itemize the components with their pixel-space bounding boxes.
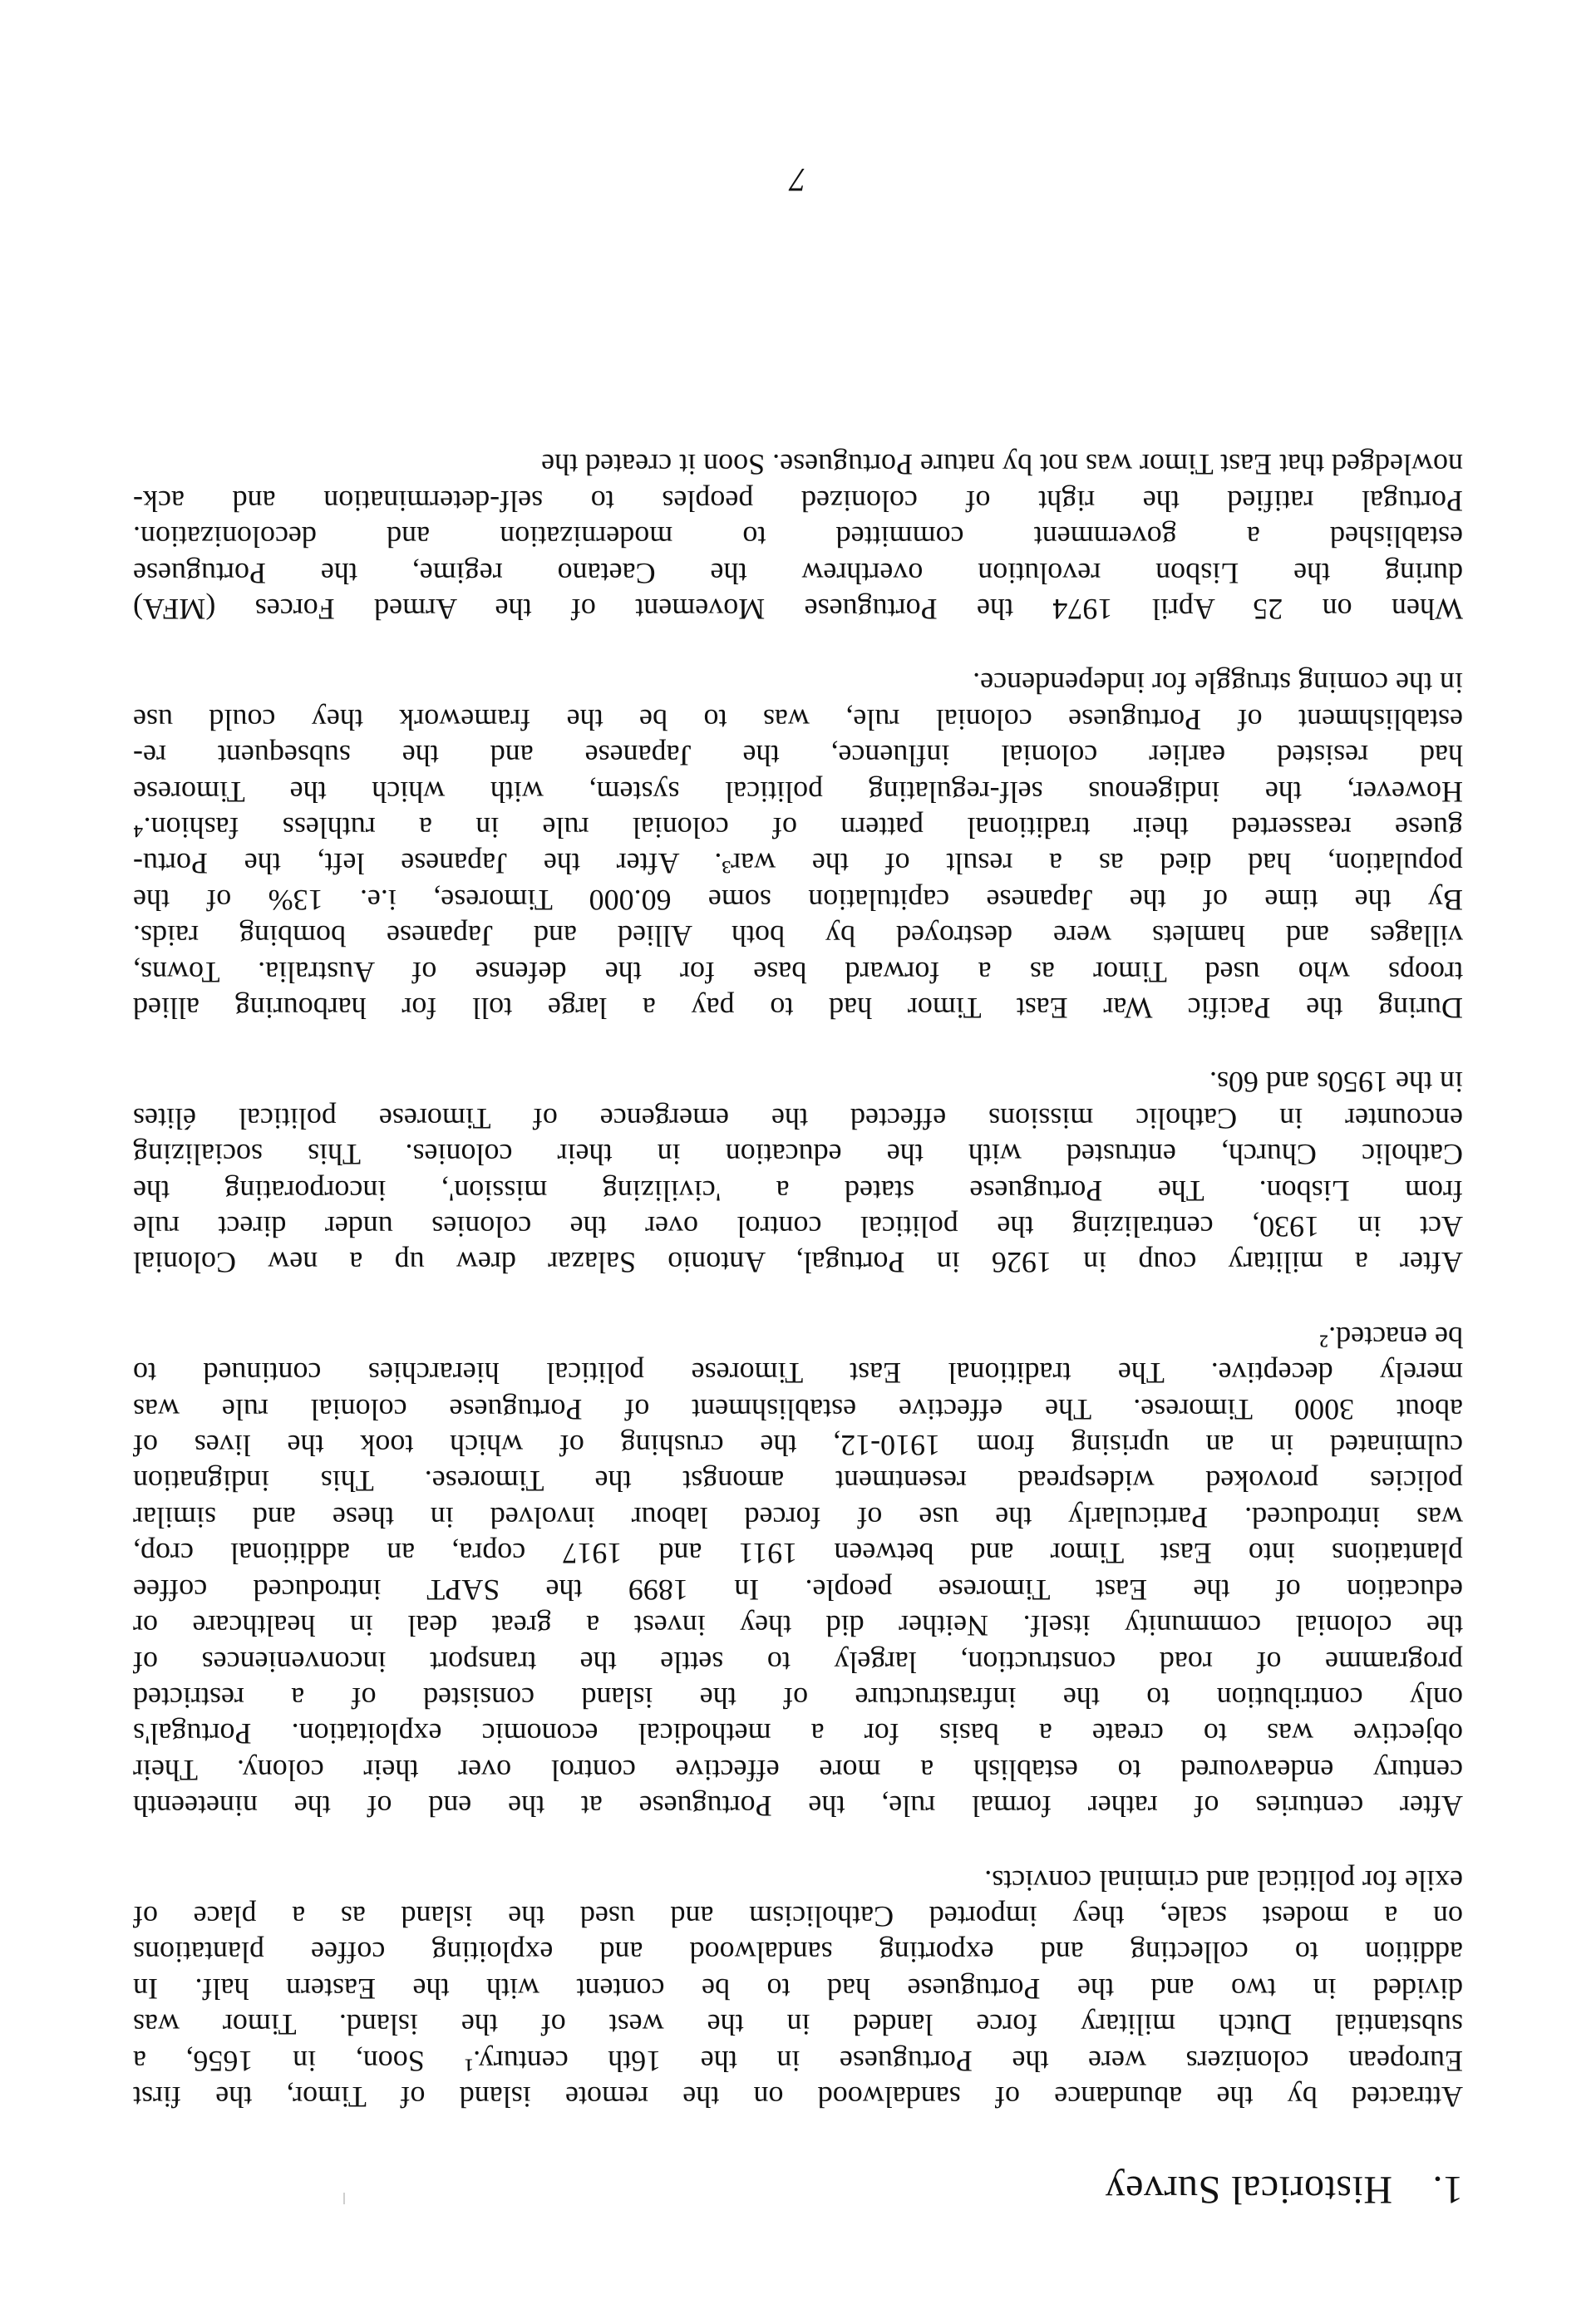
text-line: Attracted by the abundance of sandalwood on the remote island of Timor, the first xyxy=(133,2080,1463,2114)
text-line: had resisted earlier colonial influence, the Japanese and the subsequent re- xyxy=(133,739,1463,773)
text-line: was introduced. Particularly the use of forced labour involved in these and similar xyxy=(133,1500,1463,1534)
text-line: encounter in Catholic missions effected the emergence of Timorese political élites xyxy=(133,1101,1463,1135)
text-line: European colonizers were the Portuguese in the 16th century.¹ Soon, in 1656, a xyxy=(133,2044,1463,2078)
text-line: establishment of Portuguese colonial rule, was to be the framework they could use xyxy=(133,702,1463,736)
paragraph-3 xyxy=(133,1064,1463,1280)
page-content xyxy=(133,408,1463,2214)
text-line: on a modest scale, they imported Catholicism and used the island as a place of xyxy=(133,1899,1463,1933)
text-line: After a military coup in 1926 in Portugal, Antonio Salazar drew up a new Colonial xyxy=(133,1246,1463,1280)
text-line: During the Pacific War East Timor had to pay a large toll for harbouring allied xyxy=(133,992,1463,1026)
paragraph-5 xyxy=(133,446,1463,627)
text-line: Catholic Church, entrusted with the education in their colonies. This socializing xyxy=(133,1138,1463,1172)
text-line: addition to collecting and exporting sandalwood and exploiting coffee plantations xyxy=(133,1936,1463,1970)
text-line: Portugal ratified the right of colonized peoples to self-determination and ack- xyxy=(133,484,1463,518)
text-line: the colonial community itself. Neither did they invest a great deal in healthcare or xyxy=(133,1609,1463,1643)
section-number: 1. xyxy=(1432,2168,1463,2212)
text-line: in the 1950s and 60s. xyxy=(1209,1066,1463,1100)
body-text xyxy=(133,446,1463,2115)
paragraph-1 xyxy=(133,1862,1463,2115)
paragraph-2 xyxy=(133,1318,1463,1824)
text-line: culminated in an uprising from 1910-12, the crushing of which took the lives of xyxy=(133,1429,1463,1463)
text-line: substantial Dutch military force landed in the west of the island. Timor was xyxy=(133,2008,1463,2042)
text-line: in the coming struggle for independence. xyxy=(973,667,1463,701)
paragraph-4 xyxy=(133,665,1463,1026)
text-line: be enacted.² xyxy=(1319,1320,1463,1354)
text-line: villages and hamlets were destroyed by both Allied and Japanese bombing raids. xyxy=(133,919,1463,953)
text-line: objective was to create a basis for a methodical economic exploitation. Portugal's xyxy=(133,1717,1463,1751)
text-line: exile for political and criminal convicts. xyxy=(984,1864,1463,1898)
text-line: programme of road construction, largely to settle the transport inconveniences of xyxy=(133,1645,1463,1679)
text-line: Act in 1930, centralizing the political control over the colonies under direct rule xyxy=(133,1210,1463,1244)
section-heading xyxy=(133,2164,1463,2214)
text-line: nowledged that East Timor was not by nature Portuguese. Soon it created the xyxy=(541,448,1463,482)
text-line: established a government committed to modernization and decolonization. xyxy=(133,520,1463,554)
text-line: merely deceptive. The traditional East Timorese political hierarchies continued to xyxy=(133,1356,1463,1391)
section-title: Historical Survey xyxy=(1105,2168,1392,2212)
text-line: policies provoked widespread resentment amongst the Timorese. This indignation xyxy=(133,1465,1463,1499)
text-line: troops who used Timor as a forward base for the defense of Australia. Towns, xyxy=(133,955,1463,989)
text-line: guese reasserted their traditional pattern of colonial rule in a ruthless fashion.⁴ xyxy=(133,811,1463,844)
text-line: plantations into East Timor and between 1911 and 1917 copra, an additional crop, xyxy=(133,1537,1463,1571)
text-line: However, the indigenous self-regulating political system, with which the Timorese xyxy=(133,775,1463,809)
text-line: When on 25 April 1974 the Portuguese Movement of the Armed Forces (MFA) xyxy=(133,592,1463,626)
text-line: about 3000 Timorese. The effective establishment of Portuguese colonial rule was xyxy=(133,1392,1463,1426)
text-line: After centuries of rather formal rule, the Portuguese at the end of the nineteenth xyxy=(133,1790,1463,1824)
text-line: By the time of the Japanese capitulation some 60.000 Timorese, i.e. 13% of the xyxy=(133,883,1463,917)
text-line: only contribution to the infrastructure of the island consisted of a restricted xyxy=(133,1681,1463,1715)
text-line: from Lisbon. The Portuguese stated a 'civilizing mission', incorporating the xyxy=(133,1174,1463,1208)
page-number: 7 xyxy=(790,161,806,199)
text-line: during the Lisbon revolution overthrew the Caetano regime, the Portuguese xyxy=(133,556,1463,590)
text-line: population, had died as a result of the war³. After the Japanese left, the Portu- xyxy=(133,847,1463,881)
text-line: century endeavoured to establish a more effective control over their colony. Their xyxy=(133,1753,1463,1787)
text-line: divided in two and the Portuguese had to be content with the Eastern half. In xyxy=(133,1972,1463,2006)
text-line: education of the East Timorese people. In 1899 the SAPT introduced coffee xyxy=(133,1573,1463,1607)
